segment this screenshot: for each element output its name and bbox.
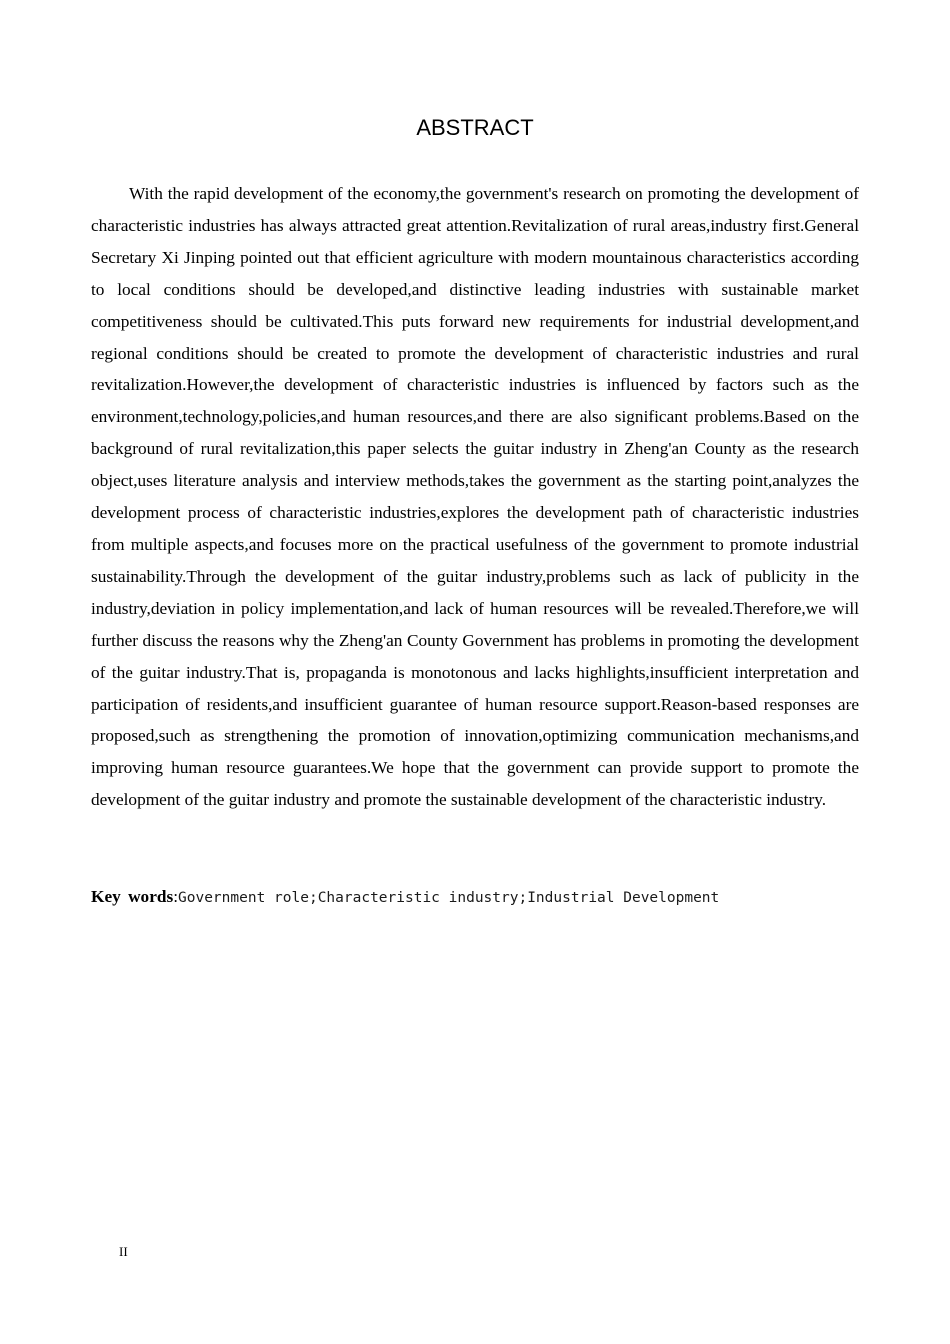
keywords-separator: : [173, 887, 179, 906]
keywords-value: Government role;Characteristic industry;Industrial Development [178, 890, 720, 906]
abstract-body: With the rapid development of the economy,the government's research on promoting the development of characteristic industries has always attracted great attention.Revitalization of rural areas,industry first.General Secretary Xi Jinping pointed out that efficient agriculture with modern mountainous characteristics according to local conditions should be developed,and distinctive leading industries with sustainable market competitiveness should be cultivated.This puts forward new requirements for industrial development,and regional conditions should be created to promote the development of characteristic industries and rural revitalization.However,the development of characteristic industries is influenced by factors such as the environment,technology,policies,and human resources,and there are also significant problems.Based on the background of rural revitalization,this paper selects the guitar industry in Zheng'an County as the research object,uses literature analysis and interview methods,takes the government as the starting point,analyzes the development process of characteristic industries,explores the development path of characteristic industries from multiple aspects,and focuses more on the practical usefulness of the government to promote industrial sustainability.Through the development of the guitar industry,problems such as lack of publicity in the industry,deviation in policy implementation,and lack of human resources will be revealed.Therefore,we will further discuss the reasons why the Zheng'an County Government has problems in promoting the development of the guitar industry.That is, propaganda is monotonous and lacks highlights,insufficient interpretation and participation of residents,and insufficient guarantee of human resource support.Reason-based responses are proposed,such as strengthening the promotion of innovation,optimizing communication mechanisms,and improving human resource guarantees.We hope that the government can provide support to promote the development of the guitar industry and promote the sustainable development of the characteristic industry. [91, 184, 859, 810]
page-number: II [119, 1244, 128, 1259]
abstract-title: ABSTRACT [416, 115, 534, 140]
keywords-line [91, 881, 859, 915]
keywords-label: Key words [91, 887, 174, 906]
